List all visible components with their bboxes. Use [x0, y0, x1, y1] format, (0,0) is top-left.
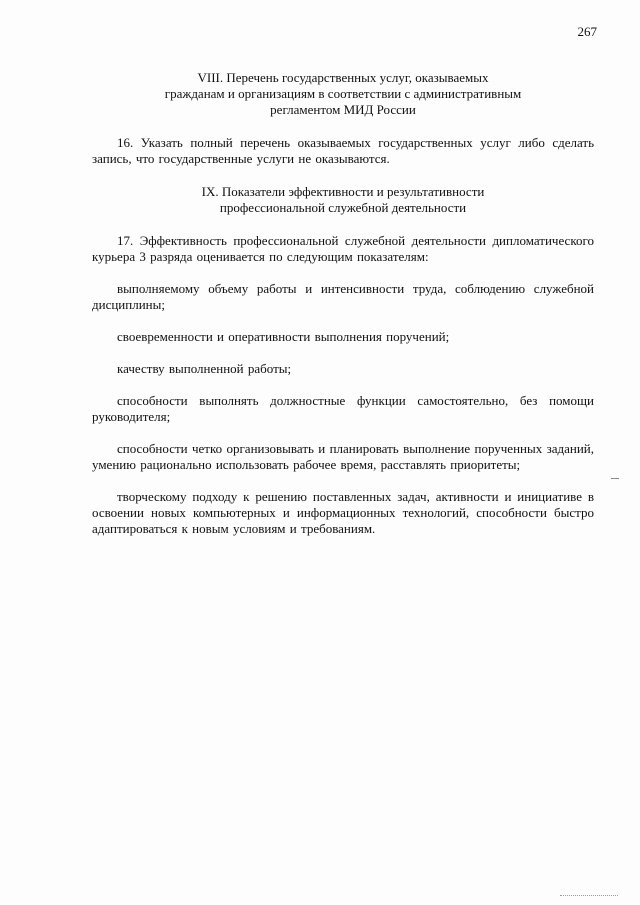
criterion-item: способности четко организовывать и планировать выполнение порученных заданий, умению рационально использовать рабочее время, расставлять приоритеты;	[92, 441, 594, 472]
section-8-heading	[92, 70, 594, 118]
margin-mark	[611, 478, 619, 479]
paragraph-16: 16. Указать полный перечень оказываемых государственных услуг либо сделать запись, что государственные услуги не оказываются.	[92, 135, 594, 166]
scan-edge-artifact	[560, 895, 618, 897]
section-9-heading	[92, 184, 594, 216]
section-9-heading-line: профессиональной служебной деятельности	[219, 200, 467, 215]
section-8-heading-line: регламентом МИД России	[270, 102, 416, 117]
criterion-item: творческому подходу к решению поставленных задач, активности и инициативе в освоении новых компьютерных и информационных технологий, способности быстро адаптироваться к новым условиям и требованиям.	[92, 489, 594, 536]
section-8-heading-line: гражданам и организациям в соответствии с административным	[164, 86, 522, 101]
paragraph-17: 17. Эффективность профессиональной служебной деятельности дипломатического курьера 3 разряда оценивается по следующим показателям:	[92, 233, 594, 264]
criterion-item: способности выполнять должностные функции самостоятельно, без помощи руководителя;	[92, 393, 594, 424]
criterion-item: выполняемому объему работы и интенсивности труда, соблюдению служебной дисциплины;	[92, 281, 594, 312]
page-content	[92, 70, 594, 537]
page-number: 267	[577, 24, 597, 39]
criterion-item: своевременности и оперативности выполнения поручений;	[117, 329, 450, 344]
criterion-item: качеству выполненной работы;	[117, 361, 292, 376]
section-9-heading-line: IX. Показатели эффективности и результативности	[201, 184, 485, 199]
section-8-heading-line: VIII. Перечень государственных услуг, оказываемых	[197, 70, 489, 85]
